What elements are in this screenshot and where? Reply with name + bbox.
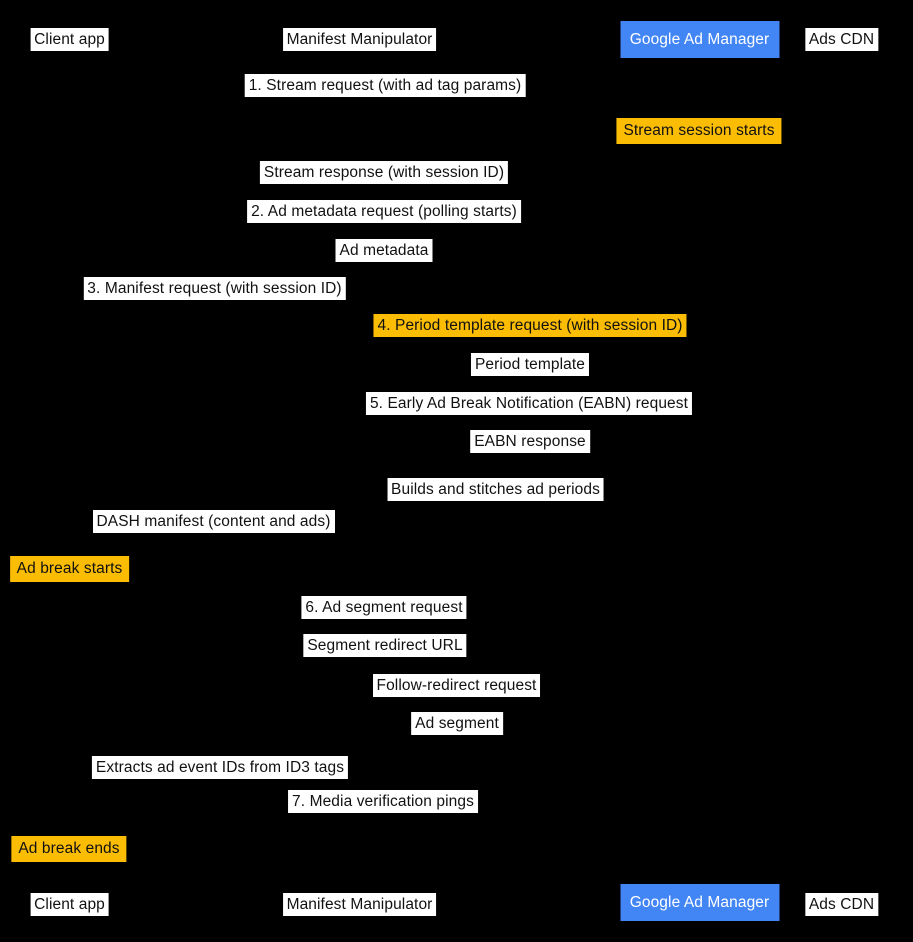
actor-top-manifest-manipulator: Manifest Manipulator: [283, 28, 437, 51]
message-period-template: Period template: [471, 353, 589, 376]
message-follow-redirect-request: Follow-redirect request: [373, 674, 541, 697]
actor-bottom-client-app: Client app: [30, 893, 109, 916]
message-stream-response: Stream response (with session ID): [260, 161, 508, 184]
note-stream-session-starts: Stream session starts: [616, 118, 781, 144]
message-eabn-request: 5. Early Ad Break Notification (EABN) request: [366, 392, 692, 415]
message-segment-redirect-url: Segment redirect URL: [303, 634, 466, 657]
message-eabn-response: EABN response: [470, 430, 590, 453]
note-ad-break-starts: Ad break starts: [10, 556, 130, 582]
message-manifest-request: 3. Manifest request (with session ID): [83, 277, 345, 300]
actor-bottom-ads-cdn: Ads CDN: [805, 893, 878, 916]
actor-top-google-ad-manager: Google Ad Manager: [620, 21, 779, 58]
message-stream-request: 1. Stream request (with ad tag params): [245, 74, 526, 97]
message-ad-metadata-request: 2. Ad metadata request (polling starts): [247, 200, 521, 223]
message-media-verification-pings: 7. Media verification pings: [288, 790, 478, 813]
actor-bottom-manifest-manipulator: Manifest Manipulator: [283, 893, 437, 916]
action-builds-and-stitches-ad-periods: Builds and stitches ad periods: [387, 478, 604, 501]
message-dash-manifest: DASH manifest (content and ads): [93, 510, 335, 533]
note-ad-break-ends: Ad break ends: [11, 836, 126, 862]
action-extracts-ad-event-ids: Extracts ad event IDs from ID3 tags: [92, 756, 348, 779]
actor-top-client-app: Client app: [30, 28, 109, 51]
message-ad-metadata: Ad metadata: [336, 239, 433, 262]
message-ad-segment-request: 6. Ad segment request: [301, 596, 466, 619]
message-period-template-request: 4. Period template request (with session ID): [373, 314, 686, 337]
actor-top-ads-cdn: Ads CDN: [805, 28, 878, 51]
message-ad-segment: Ad segment: [411, 712, 503, 735]
actor-bottom-google-ad-manager: Google Ad Manager: [620, 884, 779, 921]
